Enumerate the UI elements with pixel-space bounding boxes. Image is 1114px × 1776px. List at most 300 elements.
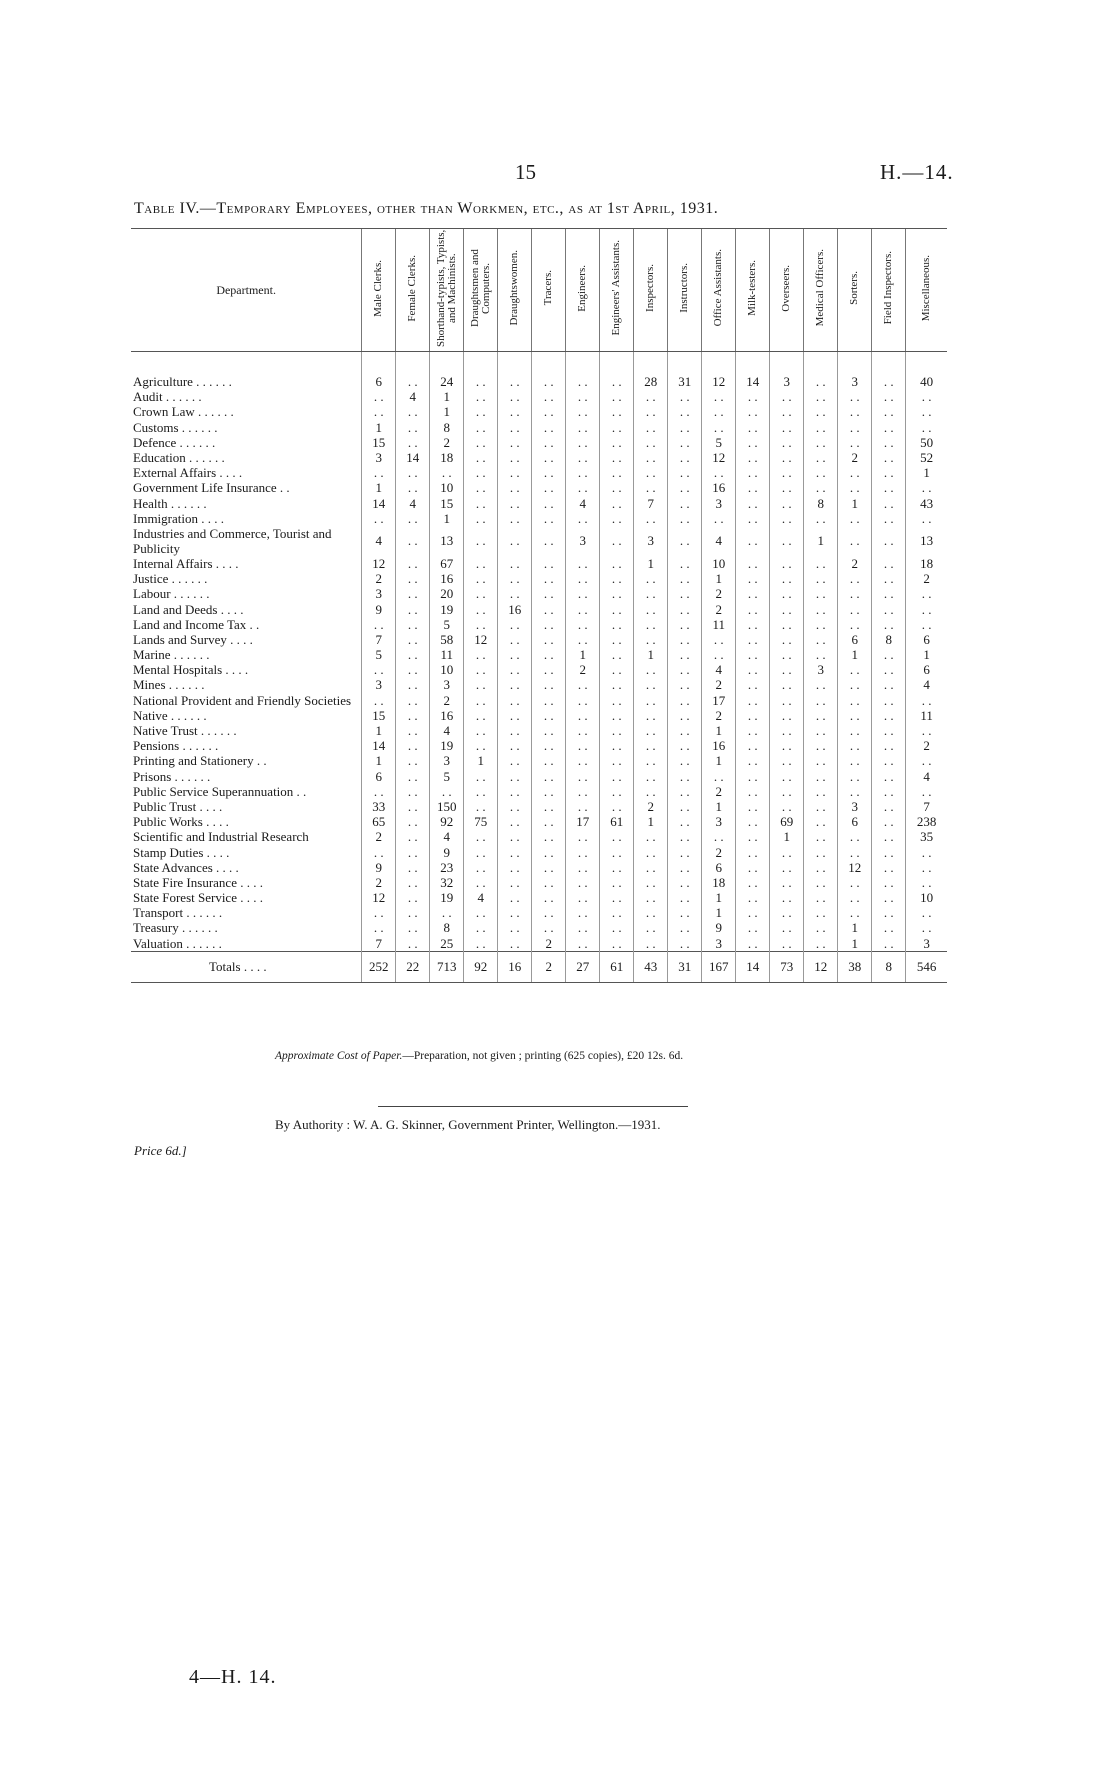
column-header-department: Department.: [131, 229, 362, 352]
table-cell: 6: [838, 814, 872, 829]
table-cell: . .: [804, 435, 838, 450]
department-name: Stamp Duties . . . .: [133, 844, 230, 860]
table-cell: . .: [872, 814, 906, 829]
table-cell: . .: [498, 496, 532, 511]
table-cell: . .: [804, 693, 838, 708]
table-cell: . .: [464, 769, 498, 784]
table-cell: . .: [532, 601, 566, 616]
table-cell: . .: [634, 875, 668, 890]
column-header: [532, 229, 566, 352]
table-cell: . .: [906, 480, 947, 495]
table-cell: . .: [736, 769, 770, 784]
table-cell: . .: [566, 571, 600, 586]
table-row: [131, 905, 947, 920]
table-cell: . .: [838, 844, 872, 859]
table-cell: 12: [362, 556, 396, 571]
table-cell: . .: [566, 753, 600, 768]
table-row: [131, 389, 947, 404]
table-cell: 6: [362, 352, 396, 390]
total-cell: 38: [838, 951, 872, 982]
table-cell: . .: [804, 465, 838, 480]
table-cell: 3: [702, 936, 736, 952]
table-cell: . .: [668, 753, 702, 768]
department-name: Marine . . . . . .: [133, 647, 210, 663]
table-cell: . .: [396, 890, 430, 905]
table-cell: 17: [566, 814, 600, 829]
table-cell: . .: [736, 617, 770, 632]
table-cell: . .: [566, 936, 600, 952]
table-cell: . .: [668, 389, 702, 404]
table-cell: . .: [566, 617, 600, 632]
table-cell: . .: [498, 404, 532, 419]
table-cell: . .: [702, 632, 736, 647]
table-cell: . .: [872, 920, 906, 935]
table-cell: . .: [464, 511, 498, 526]
table-cell: . .: [532, 556, 566, 571]
table-cell: 2: [566, 662, 600, 677]
table-cell: 1: [362, 723, 396, 738]
table-cell: 9: [362, 601, 396, 616]
table-cell: . .: [838, 420, 872, 435]
table-cell: . .: [736, 526, 770, 556]
table-cell: . .: [532, 586, 566, 601]
table-cell: . .: [566, 556, 600, 571]
table-cell: . .: [872, 526, 906, 556]
table-cell: . .: [838, 526, 872, 556]
table-row: [131, 860, 947, 875]
table-cell: . .: [498, 632, 532, 647]
table-cell: . .: [736, 875, 770, 890]
table-cell: 10: [430, 480, 464, 495]
table-cell: . .: [804, 875, 838, 890]
table-cell: . .: [906, 693, 947, 708]
table-cell: . .: [464, 875, 498, 890]
table-cell: . .: [396, 352, 430, 390]
table-cell: . .: [736, 450, 770, 465]
table-cell: . .: [498, 753, 532, 768]
table-cell: . .: [396, 404, 430, 419]
department-name: Customs . . . . . .: [133, 419, 218, 435]
table-cell: . .: [736, 936, 770, 952]
table-cell: . .: [532, 738, 566, 753]
table-cell: . .: [634, 860, 668, 875]
table-cell: . .: [566, 511, 600, 526]
table-row: [131, 693, 947, 708]
totals-row: [131, 951, 947, 982]
table-cell: 1: [838, 920, 872, 935]
table-cell: . .: [430, 784, 464, 799]
table-cell: . .: [872, 890, 906, 905]
table-cell: . .: [906, 511, 947, 526]
table-cell: . .: [804, 404, 838, 419]
table-cell: . .: [498, 420, 532, 435]
column-header-label: Engineers' Assistants.: [610, 240, 623, 336]
table-cell: . .: [838, 601, 872, 616]
table-cell: . .: [498, 450, 532, 465]
department-name: Labour . . . . . .: [133, 586, 210, 602]
table-row: [131, 647, 947, 662]
table-cell: . .: [804, 571, 838, 586]
table-row: [131, 465, 947, 480]
table-cell: . .: [600, 905, 634, 920]
table-cell: 4: [464, 890, 498, 905]
column-header-label: Draughtswomen.: [508, 250, 521, 326]
table-cell: . .: [532, 769, 566, 784]
table-cell: . .: [566, 404, 600, 419]
table-cell: 15: [362, 435, 396, 450]
table-row: [131, 617, 947, 632]
table-cell: . .: [498, 844, 532, 859]
table-cell: . .: [464, 556, 498, 571]
table-cell: 1: [362, 753, 396, 768]
table-cell: . .: [532, 677, 566, 692]
table-cell: . .: [532, 799, 566, 814]
table-cell: . .: [736, 601, 770, 616]
table-cell: 40: [906, 352, 947, 390]
table-cell: 1: [702, 890, 736, 905]
table-cell: 4: [906, 677, 947, 692]
table-cell: . .: [872, 708, 906, 723]
table-cell: . .: [464, 526, 498, 556]
column-header: [396, 229, 430, 352]
table-cell: . .: [600, 829, 634, 844]
table-cell: . .: [498, 389, 532, 404]
column-header: [430, 229, 464, 352]
table-cell: . .: [498, 799, 532, 814]
table-cell: . .: [396, 784, 430, 799]
table-row: [131, 480, 947, 495]
table-cell: . .: [668, 708, 702, 723]
table-row: [131, 875, 947, 890]
table-cell: . .: [600, 420, 634, 435]
table-cell: 6: [906, 632, 947, 647]
table-cell: . .: [634, 511, 668, 526]
table-cell: . .: [600, 890, 634, 905]
table-cell: 11: [906, 708, 947, 723]
table-cell: . .: [396, 799, 430, 814]
table-cell: . .: [872, 420, 906, 435]
table-cell: . .: [668, 647, 702, 662]
table-cell: 25: [430, 936, 464, 952]
column-header: [906, 229, 947, 352]
table-cell: . .: [906, 617, 947, 632]
department-name: Agriculture . . . . . .: [133, 374, 232, 390]
table-cell: . .: [838, 708, 872, 723]
table-cell: . .: [736, 480, 770, 495]
table-row: [131, 829, 947, 844]
table-cell: 4: [906, 769, 947, 784]
table-cell: 14: [396, 450, 430, 465]
table-cell: 1: [838, 647, 872, 662]
table-cell: . .: [804, 829, 838, 844]
table-cell: 4: [566, 496, 600, 511]
table-cell: . .: [906, 784, 947, 799]
department-name: National Provident and Friendly Societies: [133, 692, 352, 708]
table-cell: 1: [906, 465, 947, 480]
table-body: [131, 352, 947, 983]
table-cell: . .: [600, 617, 634, 632]
table-cell: 8: [804, 496, 838, 511]
table-cell: . .: [600, 753, 634, 768]
table-title: Table IV.—Temporary Employees, other than Workmen, etc., as at 1st April, 1931.: [134, 200, 719, 217]
table-cell: . .: [668, 920, 702, 935]
table-cell: . .: [736, 723, 770, 738]
column-header: [736, 229, 770, 352]
table-cell: 2: [430, 693, 464, 708]
table-cell: . .: [702, 647, 736, 662]
total-cell: 43: [634, 951, 668, 982]
table-cell: . .: [668, 784, 702, 799]
column-header: [464, 229, 498, 352]
table-cell: . .: [498, 738, 532, 753]
column-header: [872, 229, 906, 352]
table-cell: 8: [430, 420, 464, 435]
table-cell: . .: [770, 769, 804, 784]
table-cell: . .: [702, 420, 736, 435]
table-cell: . .: [770, 753, 804, 768]
table-cell: . .: [532, 920, 566, 935]
table-cell: . .: [362, 784, 396, 799]
table-cell: 61: [600, 814, 634, 829]
table-cell: 2: [362, 875, 396, 890]
table-cell: . .: [804, 647, 838, 662]
table-cell: . .: [770, 784, 804, 799]
price-note: Price 6d.]: [134, 1143, 187, 1158]
table-cell: 7: [634, 496, 668, 511]
table-cell: . .: [838, 511, 872, 526]
table-cell: . .: [770, 844, 804, 859]
column-header: [362, 229, 396, 352]
table-cell: . .: [872, 844, 906, 859]
table-cell: . .: [668, 571, 702, 586]
table-cell: . .: [396, 753, 430, 768]
table-cell: 1: [362, 420, 396, 435]
table-cell: 1: [430, 404, 464, 419]
table-cell: . .: [396, 875, 430, 890]
table-cell: . .: [634, 450, 668, 465]
table-cell: . .: [736, 389, 770, 404]
table-cell: . .: [362, 617, 396, 632]
table-cell: . .: [634, 905, 668, 920]
total-cell: 92: [464, 951, 498, 982]
table-cell: . .: [634, 844, 668, 859]
table-cell: . .: [804, 511, 838, 526]
table-row: [131, 708, 947, 723]
table-cell: 9: [430, 844, 464, 859]
table-cell: . .: [668, 814, 702, 829]
table-cell: . .: [770, 511, 804, 526]
table-cell: . .: [498, 617, 532, 632]
table-cell: . .: [770, 586, 804, 601]
table-cell: 32: [430, 875, 464, 890]
table-cell: . .: [668, 404, 702, 419]
table-cell: 15: [362, 708, 396, 723]
table-cell: . .: [634, 480, 668, 495]
table-cell: . .: [600, 920, 634, 935]
total-cell: 61: [600, 951, 634, 982]
table-cell: . .: [464, 723, 498, 738]
table-cell: . .: [600, 677, 634, 692]
table-cell: 16: [430, 571, 464, 586]
table-cell: . .: [838, 753, 872, 768]
table-cell: . .: [770, 936, 804, 952]
table-cell: . .: [668, 435, 702, 450]
table-cell: . .: [736, 465, 770, 480]
table-cell: . .: [872, 617, 906, 632]
table-cell: . .: [532, 829, 566, 844]
table-cell: . .: [600, 556, 634, 571]
table-row: [131, 352, 947, 390]
table-cell: 3: [362, 586, 396, 601]
table-cell: . .: [498, 352, 532, 390]
table-cell: 1: [804, 526, 838, 556]
column-header-label: Female Clerks.: [406, 254, 419, 322]
table-cell: . .: [906, 586, 947, 601]
table-cell: 1: [464, 753, 498, 768]
table-cell: . .: [600, 662, 634, 677]
table-cell: 6: [906, 662, 947, 677]
table-cell: . .: [668, 799, 702, 814]
table-cell: . .: [396, 647, 430, 662]
table-cell: 92: [430, 814, 464, 829]
column-header: [498, 229, 532, 352]
table-cell: . .: [736, 860, 770, 875]
table-cell: 2: [838, 450, 872, 465]
table-cell: 33: [362, 799, 396, 814]
table-cell: . .: [362, 905, 396, 920]
table-cell: . .: [634, 920, 668, 935]
column-header: [702, 229, 736, 352]
table-cell: . .: [872, 784, 906, 799]
table-cell: . .: [872, 738, 906, 753]
table-cell: . .: [804, 784, 838, 799]
table-cell: . .: [804, 860, 838, 875]
table-cell: . .: [668, 556, 702, 571]
table-cell: . .: [600, 844, 634, 859]
table-cell: . .: [498, 435, 532, 450]
table-cell: . .: [736, 511, 770, 526]
table-cell: . .: [668, 738, 702, 753]
table-cell: . .: [396, 769, 430, 784]
table-cell: 14: [362, 496, 396, 511]
table-cell: . .: [600, 435, 634, 450]
table-cell: . .: [736, 586, 770, 601]
table-cell: 16: [430, 708, 464, 723]
table-cell: . .: [770, 905, 804, 920]
table-cell: . .: [634, 435, 668, 450]
table-cell: 20: [430, 586, 464, 601]
table-cell: . .: [600, 799, 634, 814]
department-name: Native Trust . . . . . .: [133, 723, 237, 739]
department-name: Industries and Commerce, Tourist and Publicity: [133, 525, 332, 556]
department-name: Mental Hospitals . . . .: [133, 662, 249, 678]
table-cell: . .: [838, 677, 872, 692]
table-cell: . .: [600, 632, 634, 647]
table-cell: . .: [396, 844, 430, 859]
table-cell: . .: [838, 693, 872, 708]
table-cell: . .: [600, 708, 634, 723]
table-cell: 150: [430, 799, 464, 814]
table-cell: . .: [498, 723, 532, 738]
table-row: [131, 920, 947, 935]
table-cell: . .: [464, 435, 498, 450]
table-cell: 28: [634, 352, 668, 390]
table-cell: . .: [566, 677, 600, 692]
table-cell: . .: [668, 829, 702, 844]
table-cell: 1: [702, 571, 736, 586]
table-cell: . .: [362, 920, 396, 935]
total-cell: 546: [906, 951, 947, 982]
column-header: [668, 229, 702, 352]
column-header-label: Overseers.: [780, 264, 793, 312]
department-name: Education . . . . . .: [133, 450, 225, 466]
table-cell: 67: [430, 556, 464, 571]
table-cell: . .: [668, 662, 702, 677]
table-cell: . .: [396, 601, 430, 616]
table-cell: 2: [362, 571, 396, 586]
table-cell: . .: [600, 511, 634, 526]
table-cell: . .: [362, 389, 396, 404]
table-row: [131, 723, 947, 738]
department-name: External Affairs . . . .: [133, 465, 243, 481]
employees-table: [131, 228, 947, 983]
table-cell: . .: [532, 784, 566, 799]
table-cell: . .: [838, 662, 872, 677]
page-number: 15: [515, 160, 536, 184]
table-cell: . .: [770, 693, 804, 708]
table-cell: . .: [736, 496, 770, 511]
table-cell: . .: [566, 799, 600, 814]
table-cell: . .: [464, 465, 498, 480]
table-cell: 2: [906, 571, 947, 586]
table-cell: . .: [770, 920, 804, 935]
department-name: Public Service Superannuation . .: [133, 783, 307, 799]
table-cell: . .: [600, 496, 634, 511]
table-cell: . .: [498, 677, 532, 692]
column-header: [566, 229, 600, 352]
table-cell: . .: [736, 420, 770, 435]
table-cell: . .: [906, 753, 947, 768]
table-cell: 3: [430, 677, 464, 692]
table-cell: 16: [702, 738, 736, 753]
table-cell: . .: [736, 677, 770, 692]
table-cell: . .: [566, 708, 600, 723]
table-cell: . .: [498, 662, 532, 677]
table-cell: . .: [396, 693, 430, 708]
table-cell: 2: [702, 784, 736, 799]
table-cell: 1: [362, 480, 396, 495]
table-cell: . .: [736, 784, 770, 799]
table-row: [131, 496, 947, 511]
table-cell: . .: [736, 571, 770, 586]
table-cell: . .: [668, 496, 702, 511]
table-cell: . .: [396, 435, 430, 450]
table-cell: . .: [872, 693, 906, 708]
column-header-label: Instructors.: [678, 263, 691, 313]
table-cell: . .: [702, 404, 736, 419]
column-header: [600, 229, 634, 352]
table-cell: . .: [464, 352, 498, 390]
table-row: [131, 662, 947, 677]
table-cell: . .: [872, 389, 906, 404]
table-cell: . .: [498, 571, 532, 586]
column-header: [838, 229, 872, 352]
department-name: Prisons . . . . . .: [133, 768, 211, 784]
signature-mark: 4—H. 14.: [189, 1666, 277, 1688]
table-cell: . .: [464, 647, 498, 662]
table-cell: . .: [770, 389, 804, 404]
table-cell: . .: [872, 352, 906, 390]
